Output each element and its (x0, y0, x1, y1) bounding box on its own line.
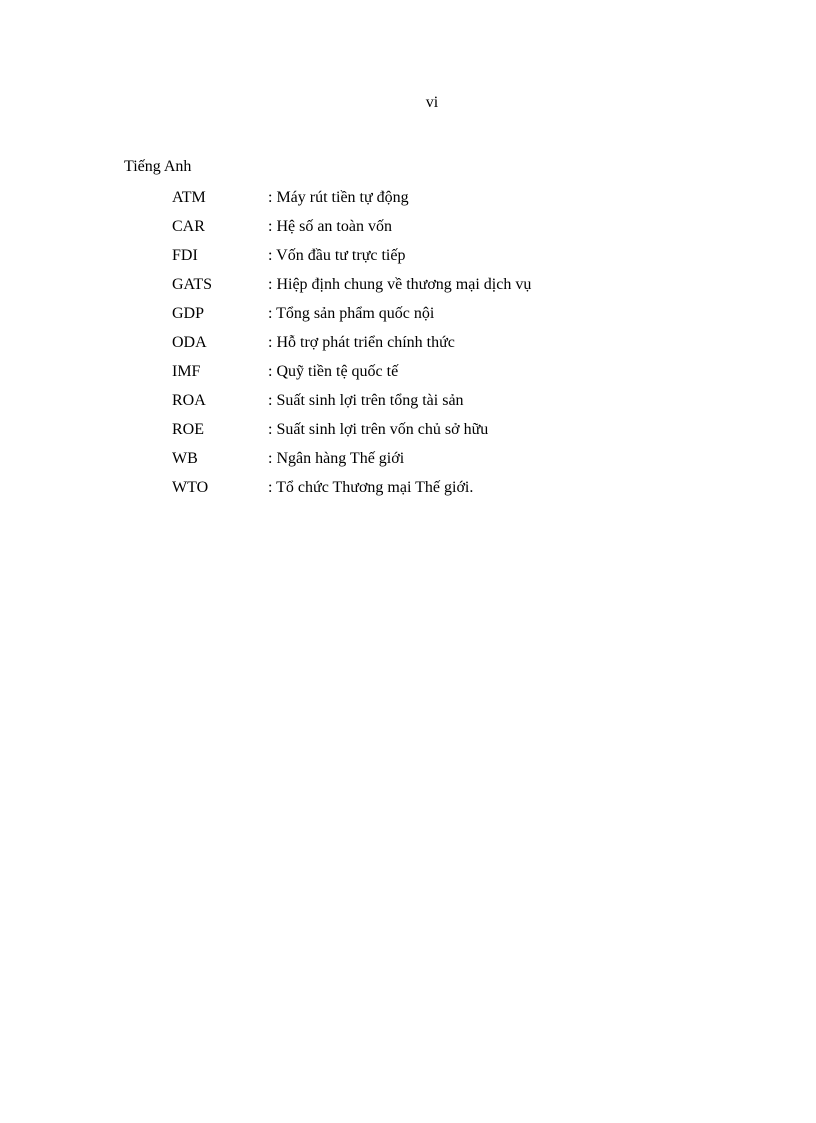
abbreviation-definition: : Suất sinh lợi trên tổng tài sản (268, 391, 464, 409)
abbreviation-term: ATM (172, 188, 206, 206)
abbreviation-definition: : Hiệp định chung về thương mại dịch vụ (268, 275, 532, 293)
abbreviation-row (172, 386, 772, 415)
abbreviation-row (172, 328, 772, 357)
abbreviation-definition: : Hỗ trợ phát triển chính thức (268, 333, 455, 351)
abbreviation-row (172, 299, 772, 328)
abbreviation-term: IMF (172, 362, 201, 380)
abbreviation-term: FDI (172, 246, 198, 264)
abbreviation-definition: : Vốn đầu tư trực tiếp (268, 246, 406, 264)
page-number: vi (425, 94, 439, 111)
abbreviation-definition: : Tổ chức Thương mại Thế giới. (268, 478, 474, 496)
abbreviation-term: GATS (172, 275, 213, 293)
abbreviation-row (172, 270, 772, 299)
abbreviation-row (172, 212, 772, 241)
abbreviation-row (172, 444, 772, 473)
abbreviation-row (172, 415, 772, 444)
abbreviation-term: ROE (172, 420, 204, 438)
abbreviation-definition: : Hệ số an toàn vốn (268, 217, 392, 235)
abbreviation-term: WTO (172, 478, 209, 496)
abbreviation-term: ODA (172, 333, 207, 351)
abbreviation-definition: : Quỹ tiền tệ quốc tế (268, 362, 399, 380)
abbreviation-list (172, 183, 772, 502)
abbreviation-row (172, 357, 772, 386)
abbreviation-definition: : Suất sinh lợi trên vốn chủ sở hữu (268, 420, 489, 438)
abbreviation-definition: : Máy rút tiền tự động (268, 188, 409, 206)
section-heading: Tiếng Anh (124, 158, 192, 175)
abbreviation-term: ROA (172, 391, 206, 409)
abbreviation-term: GDP (172, 304, 205, 322)
abbreviation-definition: : Ngân hàng Thế giới (268, 449, 405, 467)
abbreviation-row (172, 241, 772, 270)
abbreviation-row (172, 473, 772, 502)
abbreviation-term: WB (172, 449, 198, 467)
abbreviation-definition: : Tổng sản phẩm quốc nội (268, 304, 435, 322)
abbreviation-term: CAR (172, 217, 205, 235)
abbreviation-row (172, 183, 772, 212)
